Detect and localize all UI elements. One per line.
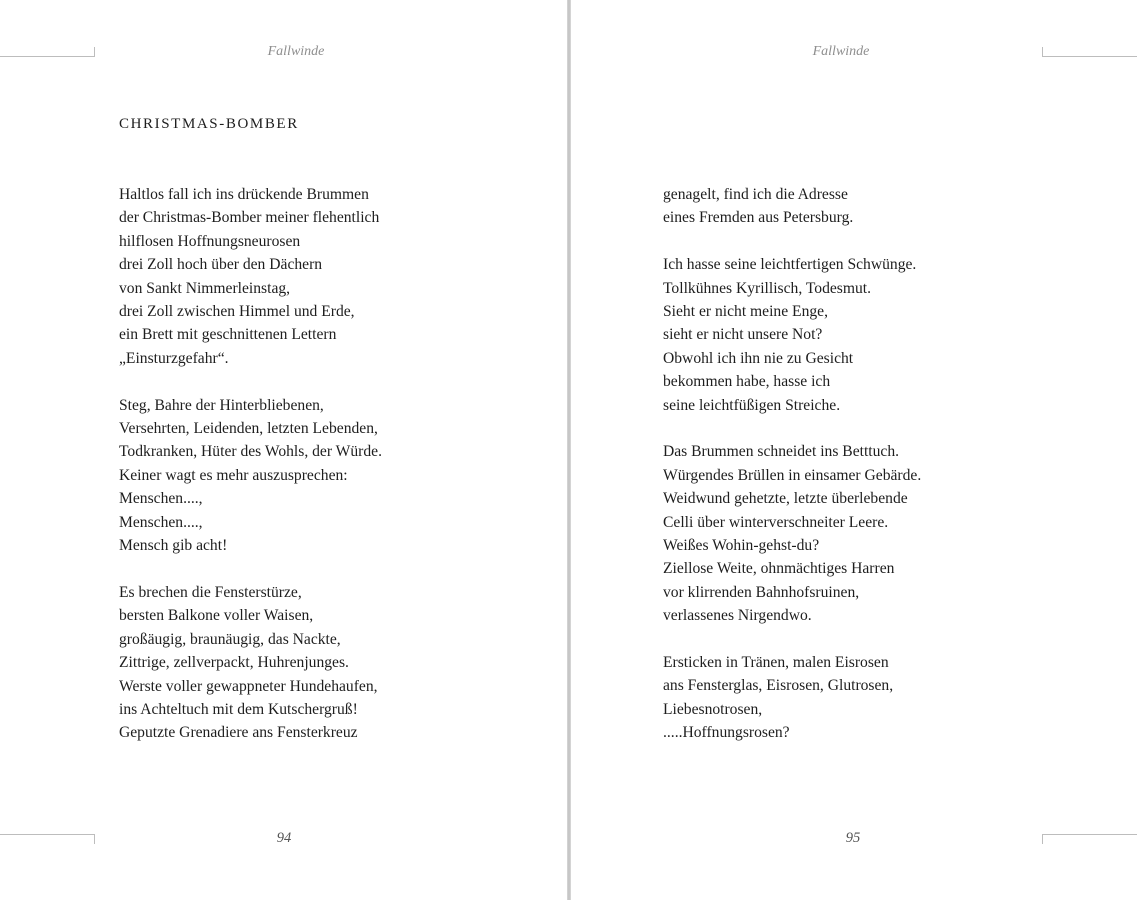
poem-line: Es brechen die Fensterstürze, [119, 583, 302, 601]
poem-line: Würgendes Brüllen in einsamer Gebärde. [663, 466, 922, 484]
poem-line: Mensch gib acht! [119, 537, 228, 555]
poem-line: Todkranken, Hüter des Wohls, der Würde. [119, 443, 382, 461]
poem-line: Weißes Wohin-gehst-du? [663, 537, 820, 555]
poem-line: Ersticken in Tränen, malen Eisrosen [663, 654, 889, 672]
page-number: 95 [845, 830, 861, 846]
stanza [663, 183, 921, 230]
poem-line: seine leichtfüßigen Streiche. [663, 396, 841, 414]
crop-mark-bottom-left [0, 834, 95, 844]
poem-line: Steg, Bahre der Hinterbliebenen, [119, 396, 324, 414]
poem-line: Weidwund gehetzte, letzte überlebende [663, 490, 908, 508]
poem-line: sieht er nicht unsere Not? [663, 326, 823, 344]
poem-line: Geputzte Grenadiere ans Fensterkreuz [119, 724, 358, 742]
stanza [119, 394, 382, 558]
poem-line: Menschen...., [119, 513, 203, 531]
running-head: Fallwinde [267, 44, 325, 59]
crop-mark-top-right [1042, 47, 1137, 57]
poem-line: Ziellose Weite, ohnmächtiges Harren [663, 560, 895, 578]
poem-body [119, 183, 382, 768]
poem-line: ins Achteltuch mit dem Kutschergruß! [119, 700, 358, 718]
poem-line: Liebesnotrosen, [663, 700, 763, 718]
running-head: Fallwinde [812, 44, 870, 59]
poem-line: bekommen habe, hasse ich [663, 373, 831, 391]
poem-line: Menschen...., [119, 490, 203, 508]
poem-line: .....Hoffnungsrosen? [663, 724, 790, 742]
crop-mark-top-left [0, 47, 95, 57]
poem-line: Ich hasse seine leichtfertigen Schwünge. [663, 256, 917, 274]
poem-line: genagelt, find ich die Adresse [663, 186, 848, 203]
poem-line: ein Brett mit geschnittenen Lettern [119, 326, 337, 344]
poem-line: Das Brummen schneidet ins Betttuch. [663, 443, 900, 461]
poem-line: eines Fremden aus Petersburg. [663, 209, 854, 227]
poem-line: „Einsturzgefahr“. [119, 349, 229, 367]
poem-line: großäugig, braunäugig, das Nackte, [119, 630, 341, 648]
stanza [663, 651, 921, 745]
poem-line: Haltlos fall ich ins drückende Brummen [119, 186, 369, 203]
poem-line: drei Zoll zwischen Himmel und Erde, [119, 303, 355, 321]
poem-line: Werste voller gewappneter Hundehaufen, [119, 677, 378, 695]
poem-line: Versehrten, Leidenden, letzten Lebenden, [119, 420, 378, 438]
page-number: 94 [276, 830, 292, 846]
poem-line: der Christmas-Bomber meiner flehentlich [119, 209, 380, 227]
poem-line: Obwohl ich ihn nie zu Gesicht [663, 349, 854, 367]
crop-mark-bottom-right [1042, 834, 1137, 844]
poem-title: CHRISTMAS-BOMBER [119, 116, 299, 132]
stanza [663, 253, 921, 417]
poem-line: vor klirrenden Bahnhofsruinen, [663, 583, 860, 601]
poem-body [663, 183, 921, 768]
left-page [0, 0, 567, 900]
stanza [119, 183, 382, 370]
poem-line: ans Fensterglas, Eisrosen, Glutrosen, [663, 677, 894, 695]
poem-line: verlassenes Nirgendwo. [663, 607, 812, 625]
poem-line: Zittrige, zellverpackt, Huhrenjunges. [119, 654, 349, 672]
poem-line: hilflosen Hoffnungsneurosen [119, 232, 301, 250]
stanza [663, 440, 921, 627]
poem-line: bersten Balkone voller Waisen, [119, 607, 314, 625]
poem-line: Celli über winterverschneiter Leere. [663, 513, 889, 531]
right-page [571, 0, 1137, 900]
poem-line: Sieht er nicht meine Enge, [663, 303, 828, 321]
stanza [119, 581, 382, 745]
poem-line: drei Zoll hoch über den Dächern [119, 256, 323, 274]
poem-line: Keiner wagt es mehr auszusprechen: [119, 466, 348, 484]
poem-line: Tollkühnes Kyrillisch, Todesmut. [663, 279, 872, 297]
poem-line: von Sankt Nimmerleinstag, [119, 279, 291, 297]
